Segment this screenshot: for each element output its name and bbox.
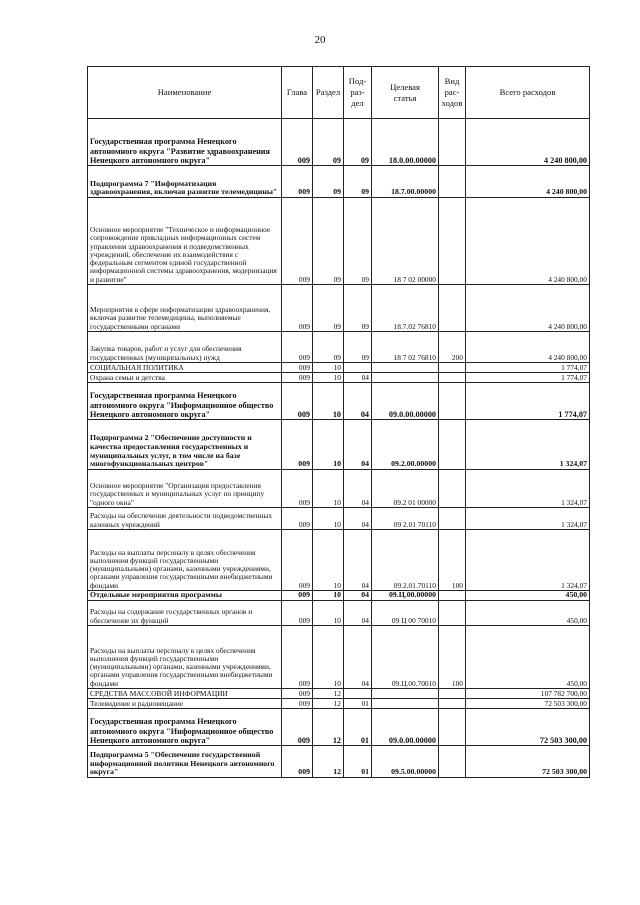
cell-vid [439, 166, 466, 198]
cell-glava: 009 [282, 420, 313, 470]
table-row [88, 699, 590, 709]
cell-podrazdel: 04 [344, 530, 372, 591]
cell-podrazdel: 04 [344, 601, 372, 626]
table-row [88, 373, 590, 383]
cell-total: 4 240 800,00 [466, 198, 590, 285]
cell-razdel: 12 [313, 689, 344, 699]
table-row [88, 119, 590, 166]
cell-statya: 18.7.00.00000 [372, 166, 439, 198]
cell-statya: 09.Ц.00.70010 [372, 626, 439, 689]
cell-statya [372, 689, 439, 699]
cell-name: СРЕДСТВА МАССОВОЙ ИНФОРМАЦИИ [88, 689, 282, 699]
cell-glava: 009 [282, 699, 313, 709]
table-body [88, 119, 590, 778]
table-row [88, 470, 590, 508]
header-podrazdel: Под- раз- дел [344, 67, 372, 119]
cell-total: 1 774,07 [466, 373, 590, 383]
cell-total: 72 503 300,00 [466, 699, 590, 709]
cell-glava: 009 [282, 198, 313, 285]
cell-razdel: 10 [313, 470, 344, 508]
cell-glava: 009 [282, 530, 313, 591]
cell-razdel: 09 [313, 119, 344, 166]
cell-total: 1 324,07 [466, 420, 590, 470]
cell-razdel: 10 [313, 508, 344, 530]
cell-vid [439, 363, 466, 373]
cell-name: Подпрограмма 5 "Обеспечение государственной информационной политики Ненецкого автономного округа" [88, 746, 282, 778]
cell-glava: 009 [282, 332, 313, 363]
cell-total: 107 782 700,00 [466, 689, 590, 699]
cell-razdel: 12 [313, 709, 344, 746]
cell-razdel: 10 [313, 373, 344, 383]
table-row [88, 689, 590, 699]
cell-podrazdel: 04 [344, 508, 372, 530]
cell-vid [439, 746, 466, 778]
cell-vid [439, 285, 466, 332]
cell-name: Основное мероприятие "Организация предоставления государственных и муниципальных услуг по принципу "одного окна" [88, 470, 282, 508]
cell-total: 450,00 [466, 626, 590, 689]
cell-glava: 009 [282, 373, 313, 383]
cell-name: Расходы на обеспечение деятельности подведомственных казенных учреждений [88, 508, 282, 530]
cell-vid: 200 [439, 332, 466, 363]
cell-name: Закупка товаров, работ и услуг для обеспечения государственных (муниципальных) нужд [88, 332, 282, 363]
cell-glava: 009 [282, 470, 313, 508]
cell-glava: 009 [282, 626, 313, 689]
cell-name: Расходы на содержание государственных органов и обеспечение их функций [88, 601, 282, 626]
cell-razdel: 10 [313, 601, 344, 626]
cell-vid: 100 [439, 626, 466, 689]
header-glava: Глава [282, 67, 313, 119]
cell-podrazdel: 01 [344, 699, 372, 709]
table-row [88, 332, 590, 363]
cell-podrazdel: 01 [344, 746, 372, 778]
cell-vid [439, 119, 466, 166]
cell-razdel: 10 [313, 420, 344, 470]
cell-total: 1 324,07 [466, 530, 590, 591]
cell-razdel: 12 [313, 699, 344, 709]
cell-glava: 009 [282, 119, 313, 166]
cell-total: 4 240 800,00 [466, 119, 590, 166]
cell-razdel: 10 [313, 591, 344, 601]
cell-podrazdel: 09 [344, 198, 372, 285]
cell-podrazdel: 09 [344, 332, 372, 363]
cell-vid [439, 709, 466, 746]
cell-statya: 09.0.00.00000 [372, 709, 439, 746]
table-row [88, 198, 590, 285]
cell-total: 1 324,07 [466, 470, 590, 508]
cell-total: 1 774,07 [466, 363, 590, 373]
table-row [88, 626, 590, 689]
table-row [88, 746, 590, 778]
cell-vid [439, 689, 466, 699]
cell-glava: 009 [282, 709, 313, 746]
cell-razdel: 09 [313, 166, 344, 198]
cell-vid [439, 420, 466, 470]
cell-statya: 09.5.00.00000 [372, 746, 439, 778]
cell-razdel: 09 [313, 285, 344, 332]
cell-razdel: 10 [313, 530, 344, 591]
cell-name: Подпрограмма 7 "Информатизация здравоохранения, включая развитие телемедицины" [88, 166, 282, 198]
cell-podrazdel: 04 [344, 420, 372, 470]
cell-name: Государственная программа Ненецкого автономного округа "Информационное общество Ненецкого автономного округа" [88, 383, 282, 420]
cell-vid [439, 383, 466, 420]
cell-razdel: 10 [313, 383, 344, 420]
header-statya: Целевая статья [372, 67, 439, 119]
table-row [88, 709, 590, 746]
cell-vid [439, 699, 466, 709]
cell-total: 72 503 300,00 [466, 709, 590, 746]
cell-statya: 09.2.01.70110 [372, 530, 439, 591]
cell-glava: 009 [282, 285, 313, 332]
cell-glava: 009 [282, 689, 313, 699]
cell-name: Государственная программа Ненецкого автономного округа "Информационное общество Ненецкого автономного округа" [88, 709, 282, 746]
cell-podrazdel: 09 [344, 166, 372, 198]
table-row [88, 601, 590, 626]
cell-glava: 009 [282, 383, 313, 420]
cell-name: СОЦИАЛЬНАЯ ПОЛИТИКА [88, 363, 282, 373]
cell-statya: 09.2 01 00000 [372, 470, 439, 508]
cell-razdel: 09 [313, 332, 344, 363]
cell-vid [439, 470, 466, 508]
table-row [88, 285, 590, 332]
cell-podrazdel: 04 [344, 383, 372, 420]
cell-vid [439, 198, 466, 285]
table-row [88, 508, 590, 530]
cell-statya [372, 699, 439, 709]
cell-podrazdel: 01 [344, 709, 372, 746]
cell-total: 450,00 [466, 601, 590, 626]
cell-total: 1 324,07 [466, 508, 590, 530]
budget-table [87, 66, 590, 778]
cell-glava: 009 [282, 363, 313, 373]
table-row [88, 420, 590, 470]
cell-statya: 09.Ц.00.00000 [372, 591, 439, 601]
cell-razdel: 09 [313, 198, 344, 285]
cell-name: Отдельные мероприятия программы [88, 591, 282, 601]
table-header-row [88, 67, 590, 119]
cell-name: Государственная программа Ненецкого автономного округа "Развитие здравоохранения Ненецкого автономного округа" [88, 119, 282, 166]
cell-name: Расходы на выплаты персоналу в целях обеспечения выполнения функций государственными (муниципальными) органами, казенными учреждениями, органами управления государственными внебюджетными фондами [88, 626, 282, 689]
header-razdel: Раздел [313, 67, 344, 119]
cell-vid: 100 [439, 530, 466, 591]
cell-statya: 09.0.00.00000 [372, 383, 439, 420]
cell-podrazdel: 04 [344, 591, 372, 601]
cell-glava: 009 [282, 601, 313, 626]
header-total: Всего расходов [466, 67, 590, 119]
cell-statya: 18 7 02 00000 [372, 198, 439, 285]
cell-name: Телевидение и радиовещание [88, 699, 282, 709]
cell-total: 72 503 300,00 [466, 746, 590, 778]
cell-name: Мероприятия в сфере информатизации здравоохранения, включая развитие телемедицины, выполняемые государственными органами [88, 285, 282, 332]
cell-name: Основное мероприятие "Техническое и информационное сопровождение прикладных информационных систем управления здравоохранения и подведомственных учреждений, обеспечение их взаимодействия с федеральным сегментом единой государственной информационной системы здравоохранения, модернизация и развитие" [88, 198, 282, 285]
cell-statya [372, 363, 439, 373]
page-number: 20 [314, 34, 326, 46]
header-name: Наименование [88, 67, 282, 119]
cell-podrazdel: 09 [344, 119, 372, 166]
cell-vid [439, 508, 466, 530]
cell-glava: 009 [282, 746, 313, 778]
header-vid: Вид рас- ходов [439, 67, 466, 119]
cell-statya: 09 Ц 00 70010 [372, 601, 439, 626]
cell-podrazdel: 04 [344, 470, 372, 508]
cell-glava: 009 [282, 591, 313, 601]
cell-podrazdel [344, 363, 372, 373]
cell-name: Охрана семьи и детства [88, 373, 282, 383]
cell-razdel: 12 [313, 746, 344, 778]
table-row [88, 530, 590, 591]
cell-podrazdel: 04 [344, 626, 372, 689]
cell-razdel: 10 [313, 363, 344, 373]
cell-name: Подпрограмма 2 "Обеспечение доступности и качества предоставления государственных и муниципальных услуг, в том числе на базе многофункциональных центров" [88, 420, 282, 470]
cell-statya: 18.7.02 76810 [372, 285, 439, 332]
table-row [88, 166, 590, 198]
cell-name: Расходы на выплаты персоналу в целях обеспечения выполнения функций государственными (муниципальными) органами, казенными учреждениями, органами управления государственными внебюджетными фондами [88, 530, 282, 591]
cell-total: 4 240 800,00 [466, 166, 590, 198]
cell-statya [372, 373, 439, 383]
cell-podrazdel: 09 [344, 285, 372, 332]
cell-razdel: 10 [313, 626, 344, 689]
cell-total: 1 774,07 [466, 383, 590, 420]
table-row [88, 591, 590, 601]
cell-vid [439, 601, 466, 626]
cell-glava: 009 [282, 508, 313, 530]
cell-statya: 09 2.01 70110 [372, 508, 439, 530]
cell-vid [439, 373, 466, 383]
cell-vid [439, 591, 466, 601]
cell-total: 4 240 800,00 [466, 285, 590, 332]
cell-statya: 18.0.00.00000 [372, 119, 439, 166]
table-row [88, 363, 590, 373]
cell-podrazdel: 04 [344, 373, 372, 383]
table-row [88, 383, 590, 420]
cell-statya: 09.2.00.00000 [372, 420, 439, 470]
cell-podrazdel [344, 689, 372, 699]
cell-glava: 009 [282, 166, 313, 198]
cell-statya: 18 7 02 76810 [372, 332, 439, 363]
cell-total: 450,00 [466, 591, 590, 601]
cell-total: 4 240 800,00 [466, 332, 590, 363]
